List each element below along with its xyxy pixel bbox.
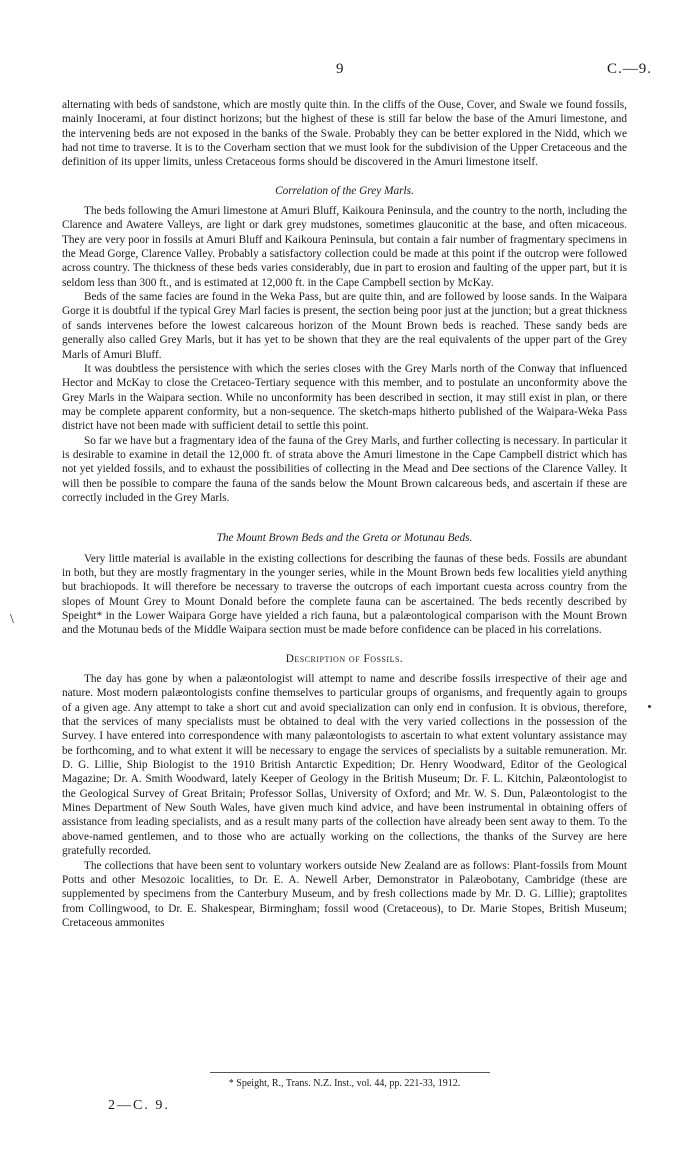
document-reference: C.—9.	[606, 61, 652, 77]
stray-dot	[648, 705, 651, 708]
paragraph: The day has gone by when a palæontologist will attempt to name and describe fossils irrespective of their age and nature. Most modern palæontologists confine themselves to particular groups of organisms, and frequently again to groups of a given age. Any attempt to take a short cut and avoid specialization can only end in confusion. It is obvious, therefore, that the services of many specialists must be obtained to deal with the very varied collections in the possession of the Survey. I have entered into correspondence with many palæontologists to ascertain to what extent voluntary assistance may be forthcoming, and to what extent it will be necessary to engage the services of specialists by a suitable remuneration. Mr. D. G. Lillie, Ship Biologist to the 1910 British Antarctic Expedition; Dr. Henry Woodward, Editor of the Geological Magazine; Dr. A. Smith Woodward, lately Keeper of Geology in the British Museum; Dr. F. L. Kitchin, Palæontologist to the Geological Survey of Great Britain; Professor Sollas, University of Oxford; and Mr. W. S. Dun, Palæontologist to the Mines Department of New South Wales, have given much kind advice, and have been instrumental in obtaining offers of assistance from leading specialists, and as a result many parts of the collection have already been sent away to them. To the above-named gentlemen, and to those who are actually working on the collections, the thanks of the Survey are here gratefully recorded.	[62, 673, 627, 858]
intro-paragraph: alternating with beds of sandstone, which are mostly quite thin. In the cliffs of the Ouse, Cover, and Swale we found fossils, mainly Inocerami, at four distinct horizons; but the highest of these is still far below the base of the Amuri limestone, and the intervening beds are not exposed in the banks of the Swale. Probably they can be better explored in the Nidd, which we had not time to traverse. It is to the Coverham section that we must look for the subdivision of the Upper Cretaceous and the definition of its upper limits, unless Cretaceous forms should be discovered in the Amuri limestone itself.	[62, 99, 627, 169]
paragraph: Beds of the same facies are found in the Weka Pass, but are quite thin, and are followed by loose sands. In the Waipara Gorge it is doubtful if the typical Grey Marl facies is present, the section being poor just at the junction; but a great thickness of sands intervenes before the lowest calcareous horizon of the Mount Brown beds is reached. These sandy beds are generally also called Grey Marls, but it has yet to be shown that they are the real equivalents of the upper part of the Grey Marls of Amuri Bluff.	[62, 291, 627, 361]
page-number: 9	[336, 61, 344, 77]
section-heading-description-of-fossils: Description of Fossils.	[285, 652, 404, 665]
footnote: * Speight, R., Trans. N.Z. Inst., vol. 44, pp. 221-33, 1912.	[228, 1078, 461, 1089]
paragraph: Very little material is available in the existing collections for describing the faunas of these beds. Fossils are abundant in both, but they are mostly fragmentary in the younger series, while in the Mount Brown beds few localities yield anything but brachiopods. It will therefore be necessary to traverse the outcrops of each important cuesta across country from the slopes of Mount Grey to Mount Donald before the complete fauna can be ascertained. The beds recently described by Speight* in the Lower Waipara Gorge have yielded a rich fauna, but a palæontological comparison with the Mount Brown and the Motunau beds of the Middle Waipara section must be made before confidence can be placed in his correlations.	[62, 552, 627, 637]
body-text	[62, 98, 627, 930]
paragraph: The beds following the Amuri limestone at Amuri Bluff, Kaikoura Peninsula, and the country to the north, including the Clarence and Awatere Valleys, are light or dark grey mudstones, sometimes glauconitic at the base, and often micaceous. They are very poor in fossils at Amuri Bluff and Kaikoura Peninsula, but contain a fair number of fragmentary specimens in the Mead Gorge, Clarence Valley. Probably a satisfactory collection could be made at this point if the outcrop were followed across country. The thickness of these beds varies considerably, due in part to erosion and faulting of the upper part, but it is seldom less than 300 ft., and is estimated at 12,000 ft. in the Cape Campbell section by McKay.	[62, 205, 627, 289]
paragraph: The collections that have been sent to voluntary workers outside New Zealand are as follows: Plant-fossils from Mount Potts and other Mesozoic localities, to Dr. E. A. Newell Arber, Demonstrator in Palæobotany, Cambridge (these are supplemented by specimens from the Canterbury Museum, and by fresh collections made by Mr. D. G. Lillie); graptolites from Collingwood, to Dr. E. Shakespear, Birmingham; fossil wood (Cretaceous), to Dr. Marie Stopes, British Museum; Cretaceous ammonites	[62, 859, 627, 929]
paragraph: So far we have but a fragmentary idea of the fauna of the Grey Marls, and further collecting is necessary. In particular it is desirable to examine in detail the 12,000 ft. of strata above the Amuri limestone in the Cape Campbell district which has not yet yielded fossils, and to exhaust the possibilities of collecting in the Mead and Dee sections of the Clarence Valley. It will then be possible to compare the fauna of the sands below the Mount Brown calcareous beds, and ascertain if these are correctly included in the Grey Marls.	[62, 434, 627, 504]
section-heading-mount-brown: The Mount Brown Beds and the Greta or Motunau Beds.	[216, 532, 473, 545]
signature-mark: 2—C. 9.	[108, 1098, 170, 1113]
margin-mark: \	[10, 612, 14, 627]
footnote-rule	[210, 1072, 490, 1073]
paragraph: It was doubtless the persistence with which the series closes with the Grey Marls north of the Conway that influenced Hector and McKay to close the Cretaceo-Tertiary sequence with this member, and to postulate an unconformity above the Grey Marls in the Waipara section. While no unconformity has been described in section, it may still exist in plan, or there may be complete apparent conformity, but a non-sequence. The sketch-maps hitherto published of the Waipara-Weka Pass district have not been made with sufficient detail to settle this point.	[62, 362, 627, 433]
section-heading-grey-marls: Correlation of the Grey Marls.	[275, 184, 414, 197]
